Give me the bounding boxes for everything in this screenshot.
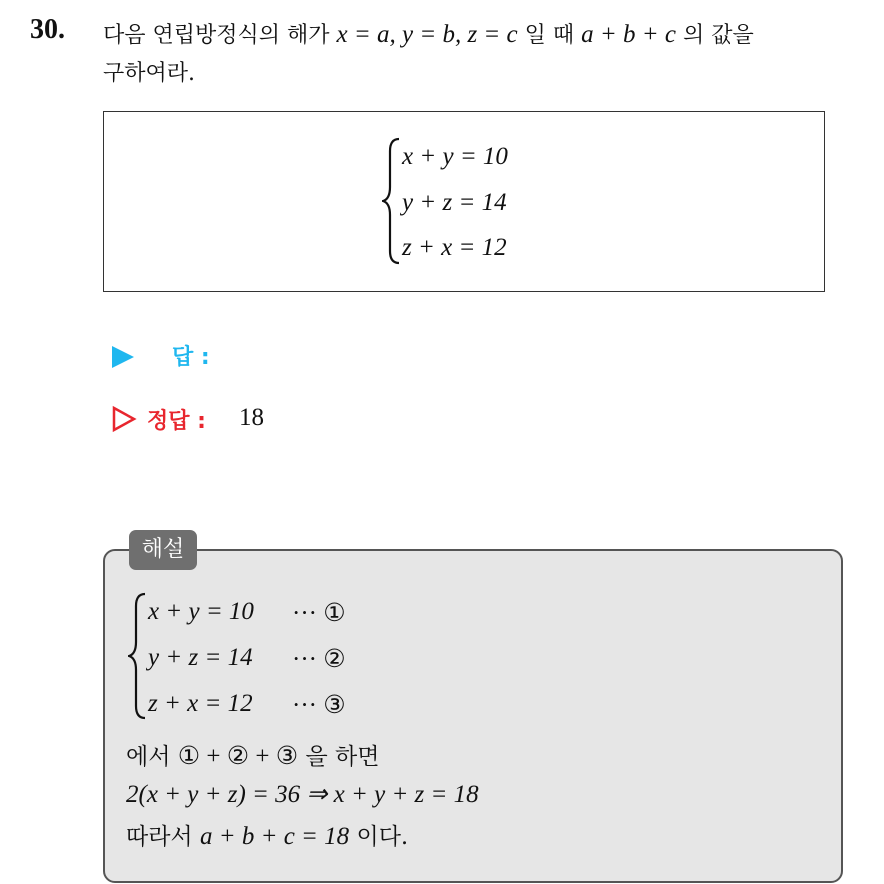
- equation-marker-3: ··· ③: [292, 692, 346, 719]
- answer-label: 답 :: [172, 345, 210, 370]
- solution-text-prefix: 에서: [126, 744, 171, 770]
- solution-line-3: [126, 818, 408, 851]
- question-number: 30.: [30, 14, 65, 45]
- solution-conclusion-prefix: 따라서: [126, 824, 193, 850]
- question-text-mid: 일 때: [524, 23, 575, 48]
- solution-equation-3: z + x = 12: [148, 690, 253, 717]
- solution-line-1: [126, 738, 379, 771]
- left-brace-icon: [382, 137, 402, 265]
- correct-answer-value: 18: [239, 404, 264, 431]
- question-text: 다음 연립방정식의 해가: [103, 23, 330, 48]
- question-math: x = a, y = b, z = c: [336, 21, 518, 48]
- solution-conclusion-suffix: 이다.: [356, 824, 409, 850]
- system-equation-1: x + y = 10: [402, 143, 508, 170]
- equation-marker-1: ··· ①: [292, 600, 346, 627]
- equation-marker-2: ··· ②: [292, 646, 346, 673]
- solution-math: ① + ② + ③: [177, 743, 299, 770]
- solution-tag: 해설: [129, 530, 197, 570]
- outline-triangle-icon: [111, 405, 137, 433]
- correct-answer-label: 정답 :: [147, 409, 206, 434]
- solution-text-suffix: 을 하면: [305, 744, 380, 770]
- solution-equation-2: y + z = 14: [148, 644, 253, 671]
- question-line-2: 구하여라.: [103, 61, 196, 86]
- solution-equation-1: x + y = 10: [148, 598, 254, 625]
- question-math-2: a + b + c: [581, 21, 676, 48]
- question-text-suffix: 의 값을: [683, 23, 754, 48]
- solution-line-2: [126, 779, 479, 809]
- play-triangle-icon: [112, 346, 134, 368]
- solution-derivation: 2(x + y + z) = 36 ⇒ x + y + z = 18: [126, 781, 479, 808]
- solution-conclusion-math: a + b + c = 18: [199, 823, 350, 850]
- system-equation-2: y + z = 14: [402, 189, 507, 216]
- system-equation-3: z + x = 12: [402, 234, 507, 261]
- question-line-1: [103, 18, 754, 49]
- solution-brace-icon: [128, 592, 148, 720]
